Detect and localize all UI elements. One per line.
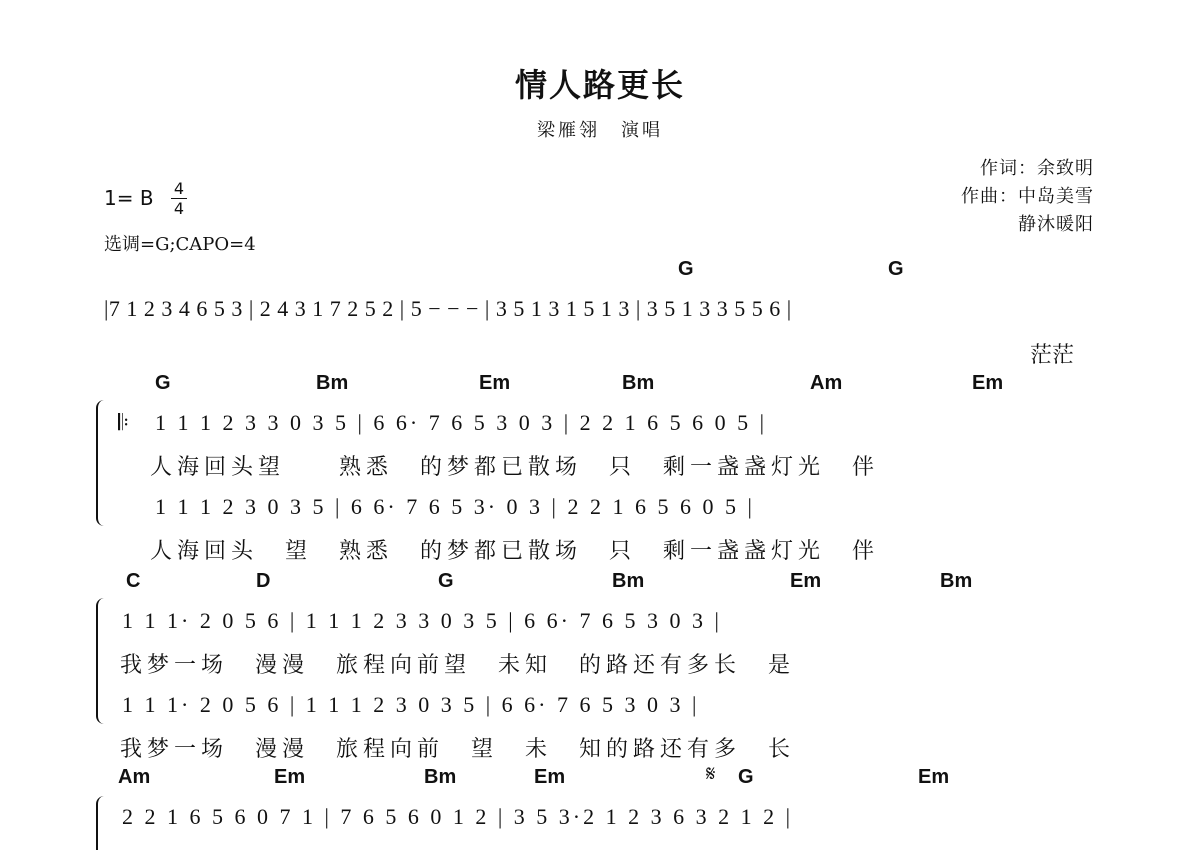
segno-sign: 𝄋 — [706, 762, 716, 787]
chord-label: Bm — [612, 570, 645, 592]
chord-label: Am — [810, 372, 843, 394]
notation-line: 2 2 1 6 5 6 0 7 1 | 7 6 5 6 0 1 2 | 3 5 3·2 1 2 3 6 3 2 1 2 | — [122, 804, 794, 829]
time-denominator: 4 — [173, 199, 185, 218]
chord-label: Am — [118, 766, 151, 788]
system-bracket — [96, 598, 108, 724]
chord-label: Em — [534, 766, 566, 788]
lyricist-credit: 作词：余致明 — [980, 158, 1094, 179]
chord-label: Bm — [424, 766, 457, 788]
chord-label: Bm — [622, 372, 655, 394]
chord-label: Em — [479, 372, 511, 394]
time-numerator: 4 — [173, 179, 185, 198]
lyric-line: 人海回头 望 熟悉 的梦都已散场 只 剩一盏盏灯光 伴 — [150, 539, 880, 564]
chord-label: Bm — [316, 372, 349, 394]
chord-label: G — [678, 258, 694, 280]
song-title: 情人路更长 — [514, 66, 685, 104]
chord-label: Em — [918, 766, 950, 788]
lyric-line: 我梦一场 漫漫 旅程向前 望 未 知的路还有多 长 — [120, 737, 796, 762]
notation-line: 1 1 1· 2 0 5 6 | 1 1 1 2 3 3 0 3 5 | 6 6· 7 6 5 3 0 3 | — [122, 608, 722, 633]
chord-label: G — [888, 258, 904, 280]
chord-label: D — [256, 570, 271, 592]
chord-label: Em — [972, 372, 1004, 394]
composer-credit: 作曲：中岛美雪 — [961, 186, 1094, 207]
lyric-line: 我梦一场 漫漫 旅程向前望 未知 的路还有多长 是 — [120, 653, 796, 678]
chord-label: G — [738, 766, 754, 788]
chord-label: Em — [274, 766, 306, 788]
lyric-line: 茫茫 — [1030, 343, 1075, 368]
chord-label: G — [155, 372, 171, 394]
system-bracket — [96, 796, 108, 850]
notation-line: 1 1 1 2 3 3 0 3 5 | 6 6· 7 6 5 3 0 3 | 2 2 1 6 5 6 0 5 | — [155, 410, 768, 435]
chord-label: G — [438, 570, 454, 592]
transpose-note: 选调=G;CAPO=4 — [104, 234, 256, 255]
time-signature — [171, 180, 187, 217]
repeat-sign: 𝄆 — [118, 410, 129, 435]
notation-line: |7 1 2 3 4 6 5 3 | 2 4 3 1 7 2 5 2 | 5 − − − | 3 5 1 3 1 5 1 3 | 3 5 1 3 3 5 5 6 | — [104, 296, 792, 321]
chord-label: Bm — [940, 570, 973, 592]
chord-label: C — [126, 570, 141, 592]
key-signature: 1= B — [104, 186, 154, 210]
notation-line: 1 1 1 2 3 0 3 5 | 6 6· 7 6 5 3· 0 3 | 2 2 1 6 5 6 0 5 | — [155, 494, 755, 519]
lyric-line: 人海回头望 熟悉 的梦都已散场 只 剩一盏盏灯光 伴 — [150, 455, 880, 480]
arranger-credit: 静沐暖阳 — [1018, 214, 1094, 235]
singer-credit: 梁雁翎 演唱 — [537, 120, 663, 141]
chord-label: Em — [790, 570, 822, 592]
notation-line: 1 1 1· 2 0 5 6 | 1 1 1 2 3 0 3 5 | 6 6· 7 6 5 3 0 3 | — [122, 692, 700, 717]
system-bracket — [96, 400, 108, 526]
